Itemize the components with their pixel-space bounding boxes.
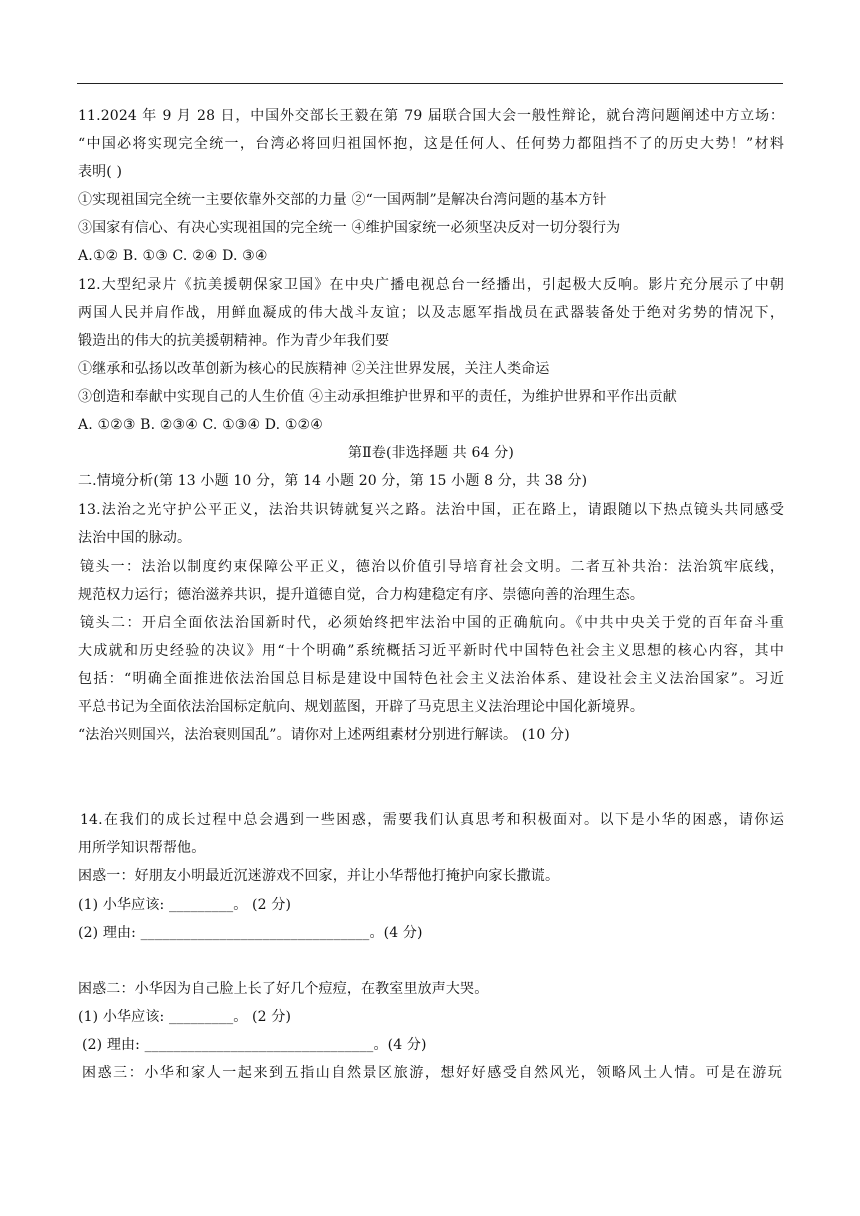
q14-confusion-3: 困惑三：小华和家人一起来到五指山自然景区旅游，想好好感受自然风光，领略风土人情。可是在游玩	[82, 1065, 782, 1081]
q11-stem-line-2: “中国必将实现完全统一，台湾必将回归祖国怀抱，这是任何人、任何势力都阻挡不了的历史大势！”材料	[78, 136, 784, 152]
q13-shot-1-line-2: 规范权力运行；德治滋养共识，提升道德自觉，合力构建稳定有序、崇德向善的治理生态。	[78, 587, 644, 603]
q14-stem-line-2: 用所学知识帮帮他。	[78, 840, 206, 856]
q13-stem-line-2: 法治中国的脉动。	[78, 530, 192, 546]
q13-shot-2-line-2: 大成就和历史经验的决议》用“十个明确”系统概括习近平新时代中国特色社会主义思想的核心内容，其中	[78, 643, 784, 659]
q14-confusion-1: 困惑一：好朋友小明最近沉迷游戏不回家，并让小华帮他打掩护向家长撒谎。	[78, 868, 560, 884]
q13-shot-1-line-1: 镜头一：法治以制度约束保障公平正义，德治以价值引导培育社会文明。二者互补共治：法治筑牢底线，	[80, 559, 784, 575]
q13-task: “法治兴则国兴，法治衰则国乱”。请你对上述两组素材分别进行解读。 (10 分)	[78, 727, 570, 743]
q12-answer-choices: A. ①②③ B. ②③④ C. ①③④ D. ①②④	[78, 417, 323, 433]
q13-shot-2-line-1: 镜头二：开启全面依法治国新时代，必须始终把牢法治中国的正确航向。《中共中央关于党的百年奋斗重	[80, 615, 784, 631]
q13-shot-2-line-4: 平总书记为全面依法治国标定航向、规划蓝图，开辟了马克思主义法治理论中国化新境界。	[78, 699, 644, 715]
q11-answer-choices: A.①② B. ①③ C. ②④ D. ③④	[78, 248, 268, 264]
q11-stem-line-1: 11.2024 年 9 月 28 日，中国外交部长王毅在第 79 届联合国大会一般性辩论，就台湾问题阐述中方立场：	[78, 108, 784, 124]
q11-options-line-1: ①实现祖国完全统一主要依靠外交部的力量 ②“一国两制”是解决台湾问题的基本方针	[78, 192, 607, 208]
q11-options-line-2: ③国家有信心、有决心实现祖国的完全统一 ④维护国家统一必须坚决反对一切分裂行为	[78, 220, 621, 236]
q11-stem-line-3: 表明( )	[78, 164, 123, 180]
q14-confusion-2-question-1: (1) 小华应该: _________。 (2 分)	[78, 1009, 292, 1025]
header-rule	[77, 83, 783, 84]
section-2-title: 第Ⅱ卷(非选择题 共 64 分)	[347, 445, 514, 461]
q13-shot-2-line-3: 包括：“明确全面推进依法治国总目标是建设中国特色社会主义法治体系、建设社会主义法治国家”。习近	[78, 671, 784, 687]
q14-confusion-2: 困惑二：小华因为自己脸上长了好几个痘痘，在教室里放声大哭。	[78, 981, 489, 997]
q13-stem-line-1: 13.法治之光守护公平正义，法治共识铸就复兴之路。法治中国，正在路上，请跟随以下热点镜头共同感受	[78, 502, 784, 518]
q14-confusion-2-question-2: (2) 理由: ________________________________。(4 分)	[82, 1037, 427, 1053]
q12-stem-line-2: 两国人民并肩作战，用鲜血凝成的伟大战斗友谊；以及志愿军指战员在武器装备处于绝对劣势的情况下，	[78, 305, 784, 321]
q12-options-line-1: ①继承和弘扬以改革创新为核心的民族精神 ②关注世界发展，关注人类命运	[78, 361, 550, 377]
q14-stem-line-1: 14.在我们的成长过程中总会遇到一些困惑，需要我们认真思考和积极面对。以下是小华的困惑，请你运	[80, 812, 784, 828]
q12-stem-line-1: 12.大型纪录片《抗美援朝保家卫国》在中央广播电视总台一经播出，引起极大反响。影片充分展示了中朝	[78, 277, 784, 293]
q14-confusion-1-question-1: (1) 小华应该: _________。 (2 分)	[78, 897, 292, 913]
q12-stem-line-3: 锻造出的伟大的抗美援朝精神。作为青少年我们要	[78, 333, 390, 349]
section-2-subtitle: 二.情境分析(第 13 小题 10 分，第 14 小题 20 分，第 15 小题 8 分，共 38 分)	[78, 473, 588, 489]
q12-options-line-2: ③创造和奉献中实现自己的人生价值 ④主动承担维护世界和平的责任，为维护世界和平作出贡献	[78, 389, 677, 405]
q14-confusion-1-question-2: (2) 理由: ________________________________。(4 分)	[78, 925, 423, 941]
